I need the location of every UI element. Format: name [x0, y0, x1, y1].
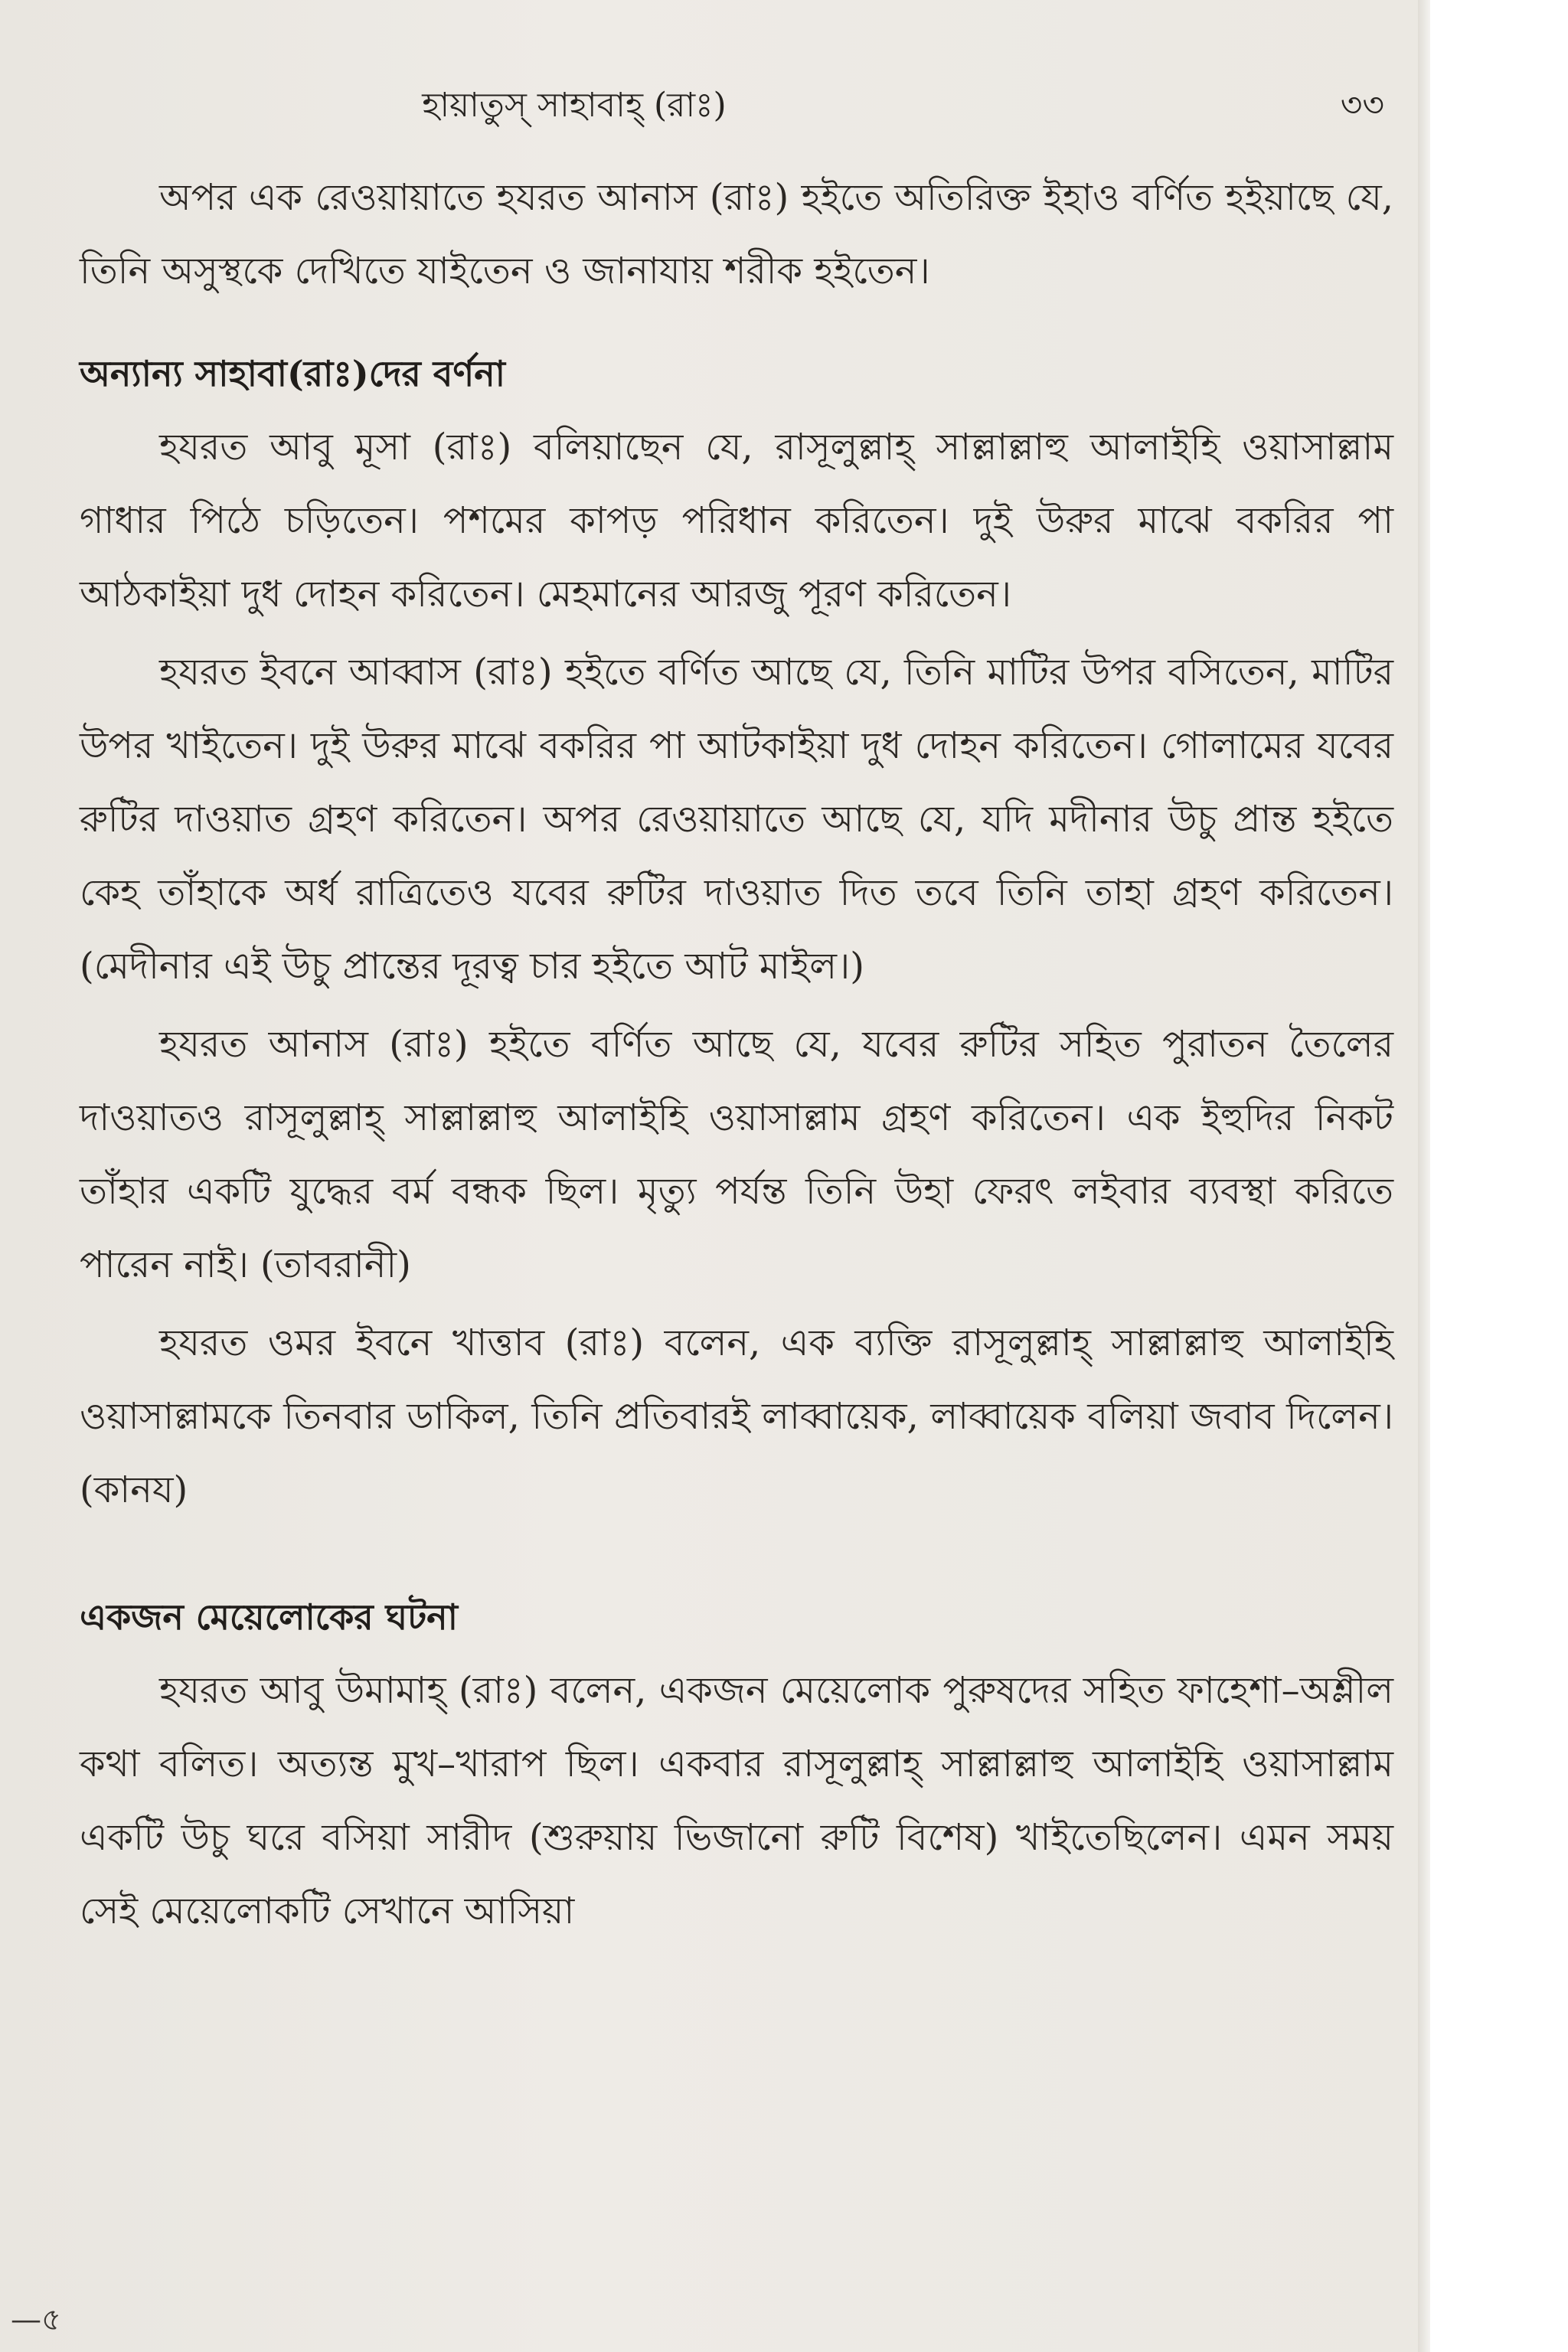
running-title: হায়াতুস্ সাহাবাহ্ (রাঃ) — [422, 86, 727, 125]
section-spacer — [80, 1527, 1393, 1580]
body-paragraph: হযরত আনাস (রাঃ) হইতে বর্ণিত আছে যে, যবের রুটির সহিত পুরাতন তৈলের দাওয়াতও রাসূলুল্লাহ্ সাল্লাল্লাহু আলাইহি ওয়াসাল্লাম গ্রহণ করিতেন। এক ইহুদির নিকট তাঁহার একটি যুদ্ধের বর্ম বন্ধক ছিল। মৃত্যু পর্যন্ত তিনি উহা ফেরৎ লইবার ব্যবস্থা করিতে পারেন নাই। (তাবরানী) — [80, 1023, 1393, 1286]
body-paragraph: হযরত আবু উমামাহ্ (রাঃ) বলেন, একজন মেয়েলোক পুরুষদের সহিত ফাহেশা–অশ্লীল কথা বলিত। অত্যন্ত মুখ–খারাপ ছিল। একবার রাসূলুল্লাহ্ সাল্লাল্লাহু আলাইহি ওয়াসাল্লাম একটি উচু ঘরে বসিয়া সারীদ (শুরুয়ায় ভিজানো রুটি বিশেষ) খাইতেছিলেন। এমন সময় সেই মেয়েলোকটি সেখানে আসিয়া — [80, 1669, 1393, 1932]
page-edge-shadow — [1418, 0, 1430, 2352]
section-heading: অন্যান্য সাহাবা(রাঃ)দের বর্ণনা — [80, 353, 506, 394]
body-paragraph: হযরত আবু মূসা (রাঃ) বলিয়াছেন যে, রাসূলুল্লাহ্ সাল্লাল্লাহু আলাইহি ওয়াসাল্লাম গাধার পিঠে চড়িতেন। পশমের কাপড় পরিধান করিতেন। দুই উরুর মাঝে বকরির পা আঠকাইয়া দুধ দোহন করিতেন। মেহমানের আরজু পূরণ করিতেন। — [80, 426, 1393, 616]
section-heading: একজন মেয়েলোকের ঘটনা — [80, 1596, 458, 1638]
body-paragraph: হযরত ইবনে আব্বাস (রাঃ) হইতে বর্ণিত আছে যে, তিনি মাটির উপর বসিতেন, মাটির উপর খাইতেন। দুই উরুর মাঝে বকরির পা আটকাইয়া দুধ দোহন করিতেন। গোলামের যবের রুটির দাওয়াত গ্রহণ করিতেন। অপর রেওয়ায়াতে আছে যে, যদি মদীনার উচু প্রান্ত হইতে কেহ তাঁহাকে অর্ধ রাত্রিতেও যবের রুটির দাওয়াত দিত তবে তিনি তাহা গ্রহণ করিতেন। (মেদীনার এই উচু প্রান্তের দূরত্ব চার হইতে আট মাইল।) — [80, 651, 1393, 988]
signature-mark: —৫ — [11, 2302, 61, 2337]
body-paragraph: হযরত ওমর ইবনে খাত্তাব (রাঃ) বলেন, এক ব্যক্তি রাসূলুল্লাহ্ সাল্লাল্লাহু আলাইহি ওয়াসাল্লামকে তিনবার ডাকিল, তিনি প্রতিবারই লাব্বায়েক, লাব্বায়েক বলিয়া জবাব দিলেন। (কানয) — [80, 1321, 1393, 1511]
page-header — [0, 75, 1430, 136]
section-spacer — [80, 308, 1393, 337]
page-body — [80, 161, 1393, 1948]
body-paragraph: অপর এক রেওয়ায়াতে হযরত আনাস (রাঃ) হইতে অতিরিক্ত ইহাও বর্ণিত হইয়াছে যে, তিনি অসুস্থকে দেখিতে যাইতেন ও জানাযায় শরীক হইতেন। — [80, 176, 1393, 292]
page-number: ৩৩ — [1340, 86, 1384, 125]
